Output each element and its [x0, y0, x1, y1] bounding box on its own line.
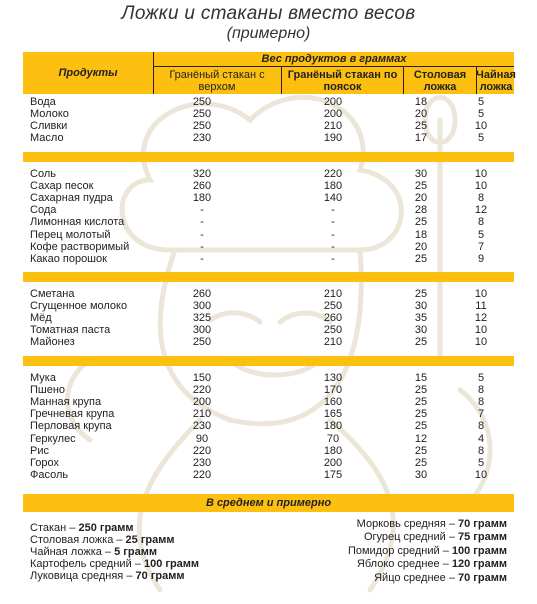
tablespoon-value: 25	[414, 444, 428, 457]
glass-full-value: 230	[192, 420, 212, 433]
glass-half-value: 140	[323, 192, 343, 205]
header-col-glass-full: Гранёный стакан с верхом	[169, 68, 265, 93]
tablespoon-value: 25	[414, 180, 428, 193]
page-subtitle: (примерно)	[226, 25, 311, 42]
table-row	[30, 229, 510, 241]
glass-full-value: 210	[192, 408, 212, 421]
glass-half-value: 220	[323, 168, 343, 180]
average-item	[357, 518, 507, 530]
glass-full-value: 200	[192, 396, 212, 409]
table-row	[30, 253, 510, 265]
tablespoon-value: 20	[414, 240, 428, 253]
tablespoon-value: 25	[414, 252, 428, 265]
glass-half-value: 70	[326, 432, 340, 445]
teaspoon-value: 7	[477, 408, 485, 421]
product-name: Геркулес	[30, 432, 76, 445]
tablespoon-value: 25	[414, 408, 428, 421]
table-row	[30, 168, 510, 180]
table-row	[30, 457, 510, 469]
glass-half-value: 200	[323, 108, 343, 121]
table-row	[30, 396, 510, 408]
product-name: Перец молотый	[30, 228, 111, 241]
glass-full-value: 150	[192, 372, 212, 384]
table-row	[30, 96, 510, 108]
tablespoon-value: 12	[414, 432, 428, 445]
table-row	[30, 372, 510, 384]
glass-half-value: 180	[323, 180, 343, 193]
product-name: Какао порошок	[30, 252, 107, 265]
tablespoon-value: 25	[414, 336, 428, 349]
glass-half-value: 250	[323, 324, 343, 337]
tablespoon-value: 28	[414, 204, 428, 217]
tablespoon-value: 18	[414, 96, 428, 108]
average-item-value: 5 грамм	[114, 546, 157, 558]
glass-half-value: -	[331, 228, 335, 241]
glass-full-value: 220	[192, 444, 212, 457]
header-weight: Вес продуктов в граммах	[154, 52, 514, 67]
average-item-value: 100 грамм	[143, 558, 200, 570]
glass-full-value: 250	[192, 120, 212, 133]
product-name: Лимонная кислота	[30, 216, 125, 229]
tablespoon-value: 30	[414, 168, 428, 180]
glass-full-value: 220	[192, 468, 212, 481]
table-row	[30, 408, 510, 420]
table-row	[30, 192, 510, 204]
teaspoon-value: 9	[477, 252, 485, 265]
tablespoon-value: 25	[414, 420, 428, 433]
glass-half-value: 190	[323, 132, 343, 145]
table-row	[30, 216, 510, 228]
teaspoon-value: 12	[474, 312, 488, 325]
table-row	[30, 312, 510, 324]
glass-half-value: 200	[323, 456, 343, 469]
teaspoon-value: 5	[477, 132, 485, 145]
glass-half-value: 260	[323, 312, 343, 325]
product-name: Сода	[30, 204, 57, 217]
tablespoon-value: 35	[414, 312, 428, 325]
teaspoon-value: 10	[474, 180, 488, 193]
glass-full-value: 250	[192, 336, 212, 349]
teaspoon-value: 5	[477, 372, 485, 384]
average-item-value: 120 грамм	[451, 558, 507, 570]
glass-half-value: -	[331, 204, 335, 217]
table-header	[23, 52, 514, 94]
glass-full-value: -	[200, 252, 204, 265]
product-name: Сахарная пудра	[30, 192, 113, 205]
teaspoon-value: 10	[474, 336, 488, 349]
glass-half-value: 180	[323, 420, 343, 433]
teaspoon-value: 4	[477, 432, 485, 445]
average-item-label: Стакан –	[30, 522, 79, 534]
product-name: Кофе растворимый	[30, 240, 130, 253]
product-name: Сливки	[30, 120, 68, 133]
glass-full-value: 325	[192, 312, 212, 325]
product-name: Молоко	[30, 108, 69, 121]
teaspoon-value: 10	[474, 324, 488, 337]
average-item-value: 75 грамм	[458, 531, 507, 543]
glass-full-value: 300	[192, 324, 212, 337]
average-item-label: Яйцо среднее –	[374, 572, 459, 584]
tablespoon-value: 18	[414, 228, 428, 241]
tablespoon-value: 17	[414, 132, 428, 145]
product-name: Мука	[30, 372, 56, 384]
tablespoon-value: 30	[414, 468, 428, 481]
teaspoon-value: 8	[477, 216, 485, 229]
teaspoon-value: 8	[477, 192, 485, 205]
group-separator-bar	[23, 152, 514, 162]
product-name: Соль	[30, 168, 56, 180]
glass-half-value: 170	[323, 384, 343, 397]
table-row	[30, 336, 510, 348]
glass-half-value: 165	[323, 408, 343, 421]
tablespoon-value: 25	[414, 456, 428, 469]
product-name: Сахар песок	[30, 180, 94, 193]
table-row	[30, 433, 510, 445]
page-title: Ложки и стаканы вместо весов	[121, 3, 416, 24]
glass-full-value: 230	[192, 132, 212, 145]
average-item-label: Луковица средняя –	[30, 570, 136, 582]
average-item	[30, 546, 157, 558]
table-row	[30, 288, 510, 300]
group-separator-bar	[23, 356, 514, 366]
group-separator-bar	[23, 272, 514, 282]
teaspoon-value: 8	[477, 396, 485, 409]
teaspoon-value: 5	[477, 228, 485, 241]
tablespoon-value: 20	[414, 192, 428, 205]
glass-half-value: -	[331, 216, 335, 229]
glass-half-value: 200	[323, 96, 343, 108]
glass-full-value: 230	[192, 456, 212, 469]
average-item-value: 25 грамм	[125, 534, 175, 546]
average-item-value: 70 грамм	[135, 570, 185, 582]
average-item	[30, 558, 199, 570]
teaspoon-value: 5	[477, 456, 485, 469]
glass-half-value: 210	[323, 120, 343, 133]
average-item	[374, 572, 507, 584]
glass-full-value: -	[200, 240, 204, 253]
table-row	[30, 384, 510, 396]
table-row	[30, 445, 510, 457]
teaspoon-value: 11	[475, 300, 487, 313]
header-col-teaspoon: Чайная ложка	[476, 68, 516, 93]
header-col-glass-half: Гранёный стакан по поясок	[281, 67, 403, 94]
product-name: Сгущенное молоко	[30, 300, 128, 313]
product-name: Масло	[30, 132, 64, 145]
average-item-value: 70 грамм	[458, 518, 507, 530]
table-row	[30, 204, 510, 216]
product-name: Горох	[30, 456, 59, 469]
table-row	[30, 120, 510, 132]
teaspoon-value: 8	[477, 444, 485, 457]
product-name: Майонез	[30, 336, 75, 349]
teaspoon-value: 8	[477, 420, 485, 433]
tablespoon-value: 20	[414, 108, 428, 121]
average-item	[364, 531, 507, 543]
teaspoon-value: 12	[474, 204, 488, 217]
table-row	[30, 132, 510, 144]
glass-full-value: 260	[192, 288, 212, 300]
product-name: Томатная паста	[30, 324, 111, 337]
product-name: Рис	[30, 444, 49, 457]
glass-half-value: 250	[323, 300, 343, 313]
glass-half-value: 175	[323, 468, 343, 481]
glass-full-value: -	[200, 204, 204, 217]
average-item	[30, 522, 134, 534]
tablespoon-value: 30	[414, 300, 428, 313]
tablespoon-value: 25	[414, 288, 428, 300]
average-item-value: 100 грамм	[451, 545, 507, 557]
average-item-value: 250 грамм	[78, 522, 134, 534]
teaspoon-value: 10	[474, 468, 488, 481]
average-item-value: 70 грамм	[458, 572, 507, 584]
glass-full-value: 220	[192, 384, 212, 397]
glass-half-value: 130	[323, 372, 343, 384]
glass-full-value: 320	[192, 168, 212, 180]
glass-full-value: 90	[195, 432, 209, 445]
average-item-label: Огурец средний –	[363, 531, 459, 543]
glass-half-value: 180	[323, 444, 343, 457]
product-name: Сметана	[30, 288, 75, 300]
table-row	[30, 420, 510, 432]
average-item-label: Картофель средний –	[30, 558, 144, 570]
glass-half-value: 210	[323, 288, 343, 300]
product-name: Фасоль	[30, 468, 69, 481]
teaspoon-value: 7	[477, 240, 485, 253]
average-item	[357, 558, 507, 570]
glass-full-value: 250	[192, 108, 212, 121]
header-col-tablespoon: Столовая ложка	[403, 67, 476, 94]
average-item-label: Помидор средний –	[347, 545, 452, 557]
average-header: В среднем и примерно	[23, 494, 514, 512]
glass-full-value: -	[200, 228, 204, 241]
glass-full-value: 180	[192, 192, 212, 205]
table-row	[30, 180, 510, 192]
tablespoon-value: 25	[414, 396, 428, 409]
average-item-label: Морковь средняя –	[356, 518, 459, 530]
glass-full-value: 300	[192, 300, 212, 313]
tablespoon-value: 30	[414, 324, 428, 337]
average-item	[348, 545, 507, 557]
table-row	[30, 324, 510, 336]
tablespoon-value: 15	[414, 372, 428, 384]
table-row	[30, 108, 510, 120]
table-row	[30, 469, 510, 481]
teaspoon-value: 10	[474, 168, 488, 180]
glass-full-value: 260	[192, 180, 212, 193]
average-item	[30, 570, 184, 582]
product-name: Гречневая крупа	[30, 408, 115, 421]
glass-full-value: 250	[192, 96, 212, 108]
average-item	[30, 534, 175, 546]
teaspoon-value: 5	[477, 108, 485, 121]
product-name: Вода	[30, 96, 56, 108]
tablespoon-value: 25	[414, 120, 428, 133]
teaspoon-value: 5	[477, 96, 485, 108]
table-row	[30, 300, 510, 312]
glass-half-value: -	[331, 252, 335, 265]
table-row	[30, 241, 510, 253]
product-name: Пшено	[30, 384, 66, 397]
teaspoon-value: 8	[477, 384, 485, 397]
average-item-label: Чайная ложка –	[30, 546, 115, 558]
teaspoon-value: 10	[474, 120, 488, 133]
product-name: Перловая крупа	[30, 420, 112, 433]
header-products: Продукты	[23, 52, 154, 94]
glass-full-value: -	[200, 216, 204, 229]
glass-half-value: 210	[323, 336, 343, 349]
tablespoon-value: 25	[414, 216, 428, 229]
glass-half-value: 160	[323, 396, 343, 409]
glass-half-value: -	[331, 240, 335, 253]
product-name: Манная крупа	[30, 396, 102, 409]
average-item-label: Яблоко среднее –	[356, 558, 452, 570]
product-name: Мёд	[30, 312, 52, 325]
teaspoon-value: 10	[474, 288, 488, 300]
tablespoon-value: 25	[414, 384, 428, 397]
average-item-label: Столовая ложка –	[30, 534, 126, 546]
